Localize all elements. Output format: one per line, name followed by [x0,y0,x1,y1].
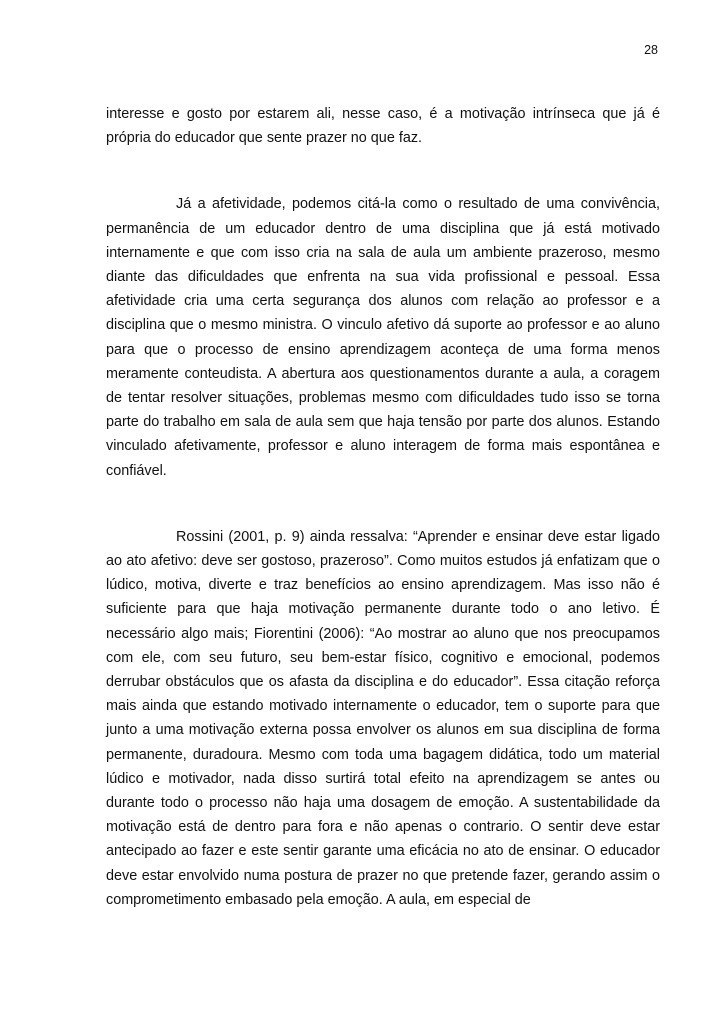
paragraph-gap [106,483,660,525]
paragraph-continuation: interesse e gosto por estarem ali, nesse caso, é a motivação intrínseca que já é própria do educador que sente prazer no que faz. [106,106,660,147]
paragraph-afetividade: Já a afetividade, podemos citá-la como o resultado de uma convivência, permanência de um educador dentro de uma disciplina que já está motivado internamente e que com isso cria na sala de aula um ambiente prazeroso, mesmo diante das dificuldades que enfrenta na sua vida profissional e pessoal. Essa afetividade cria uma certa segurança dos alunos com relação ao professor e a disciplina que o mesmo ministra. O vinculo afetivo dá suporte ao professor e ao aluno para que o processo de ensino aprendizagem aconteça de uma forma menos meramente conteudista. A abertura aos questionamentos durante a aula, a coragem de tentar resolver situações, problemas mesmo com dificuldades tudo isso se torna parte do trabalho em sala de aula sem que haja tensão por parte dos alunos. Estando vinculado afetivamente, professor e aluno interagem de forma mais espontânea e confiável. [106,196,660,479]
page-number: 28 [644,43,658,57]
paragraph-rossini: Rossini (2001, p. 9) ainda ressalva: “Aprender e ensinar deve estar ligado ao ato afetivo: deve ser gostoso, prazeroso”. Como muitos estudos já enfatizam que o lúdico, motiva, diverte e traz benefícios ao ensino aprendizagem. Mas isso não é suficiente para que haja motivação permanente durante todo o ano letivo. É necessário algo mais; Fiorentini (2006): “Ao mostrar ao aluno que nos preocupamos com ele, com seu futuro, seu bem-estar físico, cognitivo e emocional, podemos derrubar obstáculos que os afasta da disciplina e do educador”. Essa citação reforça mais ainda que estando motivado internamente o educador, tem o suporte para que junto a uma motivação externa possa envolver os alunos em sua disciplina de forma permanente, duradoura. Mesmo com toda uma bagagem didática, todo um material lúdico e motivador, nada disso surtirá total efeito na aprendizagem se antes ou durante todo o processo não haja uma dosagem de emoção. A sustentabilidade da motivação está de dentro para fora e não apenas o contrario. O sentir deve estar antecipado ao fazer e este sentir garante uma eficácia no ato de ensinar. O educador deve estar envolvido numa postura de prazer no que pretende fazer, gerando assim o comprometimento embasado pela emoção. A aula, em especial de [106,528,660,908]
paragraph-gap [106,150,660,192]
body-text [106,102,660,912]
